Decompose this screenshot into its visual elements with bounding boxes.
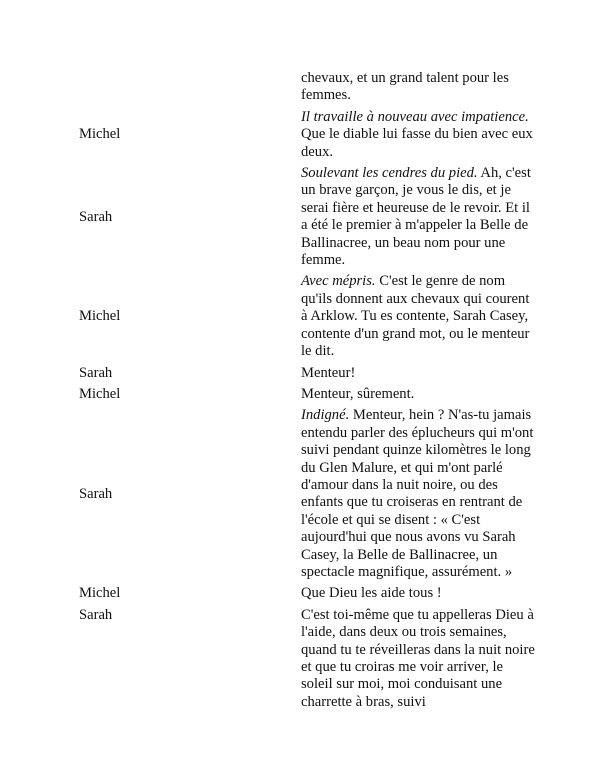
speaker-name: Michel bbox=[79, 308, 121, 325]
dialogue-line: Menteur, hein ? N'as-tu jamais entendu parler des éplucheurs qui m'ont suivi pendant quinze kilomètres le long du Glen Malure, et qui m'ont parlé d'amour dans la nuit noire, ou des enfants que tu croiseras en rentrant de l'école et qui se disent : « C'est aujourd'hui que nous avons vu Sarah Casey, la Belle de Ballinacree, un spectacle magnifique, assurément. » bbox=[301, 407, 534, 580]
speaker-name: Michel bbox=[79, 585, 121, 602]
dialogue-text bbox=[301, 407, 537, 581]
dialogue-line: Ah, c'est un brave garçon, je vous le dis, et je serai fière et heureuse de le revoir. Et il a été le premier à m'appeler la Belle de Ballinacree, un beau nom pour une femme. bbox=[301, 165, 531, 269]
dialogue-line: Que Dieu les aide tous ! bbox=[301, 585, 442, 602]
stage-direction: Il travaille à nouveau avec impatience. bbox=[301, 108, 529, 125]
dialogue-row bbox=[0, 273, 600, 360]
stage-direction: Soulevant les cendres du pied. bbox=[301, 165, 478, 182]
speaker-name: Sarah bbox=[79, 485, 113, 502]
dialogue-text bbox=[301, 165, 537, 269]
dialogue-row bbox=[0, 585, 600, 602]
speaker-name: Michel bbox=[79, 385, 121, 402]
dialogue-text bbox=[301, 109, 537, 161]
dialogue-text bbox=[301, 273, 537, 360]
dialogue-text bbox=[301, 70, 537, 105]
dialogue-text bbox=[301, 607, 537, 711]
dialogue-text bbox=[301, 365, 537, 382]
dialogue-row bbox=[0, 165, 600, 269]
speaker-name: Sarah bbox=[79, 208, 113, 225]
dialogue-line: Menteur! bbox=[301, 364, 356, 381]
stage-direction: Indigné. bbox=[301, 407, 350, 424]
dialogue-line: Menteur, sûrement. bbox=[301, 385, 415, 402]
speaker-name: Michel bbox=[79, 126, 121, 143]
dialogue-row bbox=[0, 70, 600, 105]
dialogue-row bbox=[0, 109, 600, 161]
stage-direction: Avec mépris. bbox=[301, 273, 376, 290]
speaker-name: Sarah bbox=[79, 606, 113, 623]
play-script bbox=[0, 70, 600, 715]
dialogue-text bbox=[301, 386, 537, 403]
dialogue-text bbox=[301, 585, 537, 602]
dialogue-line: C'est toi-même que tu appelleras Dieu à l'aide, dans deux ou trois semaines, quand tu te réveilleras dans la nuit noire et que tu croiras me voir arriver, le soleil sur moi, moi conduisant une charrette à bras, suivi bbox=[301, 606, 535, 710]
dialogue-row bbox=[0, 365, 600, 382]
dialogue-line: Que le diable lui fasse du bien avec eux deux. bbox=[301, 126, 533, 160]
speaker-name: Sarah bbox=[79, 364, 113, 381]
dialogue-line: chevaux, et un grand talent pour les femmes. bbox=[301, 70, 509, 104]
dialogue-row bbox=[0, 407, 600, 581]
dialogue-row bbox=[0, 607, 600, 711]
dialogue-line: C'est le genre de nom qu'ils donnent aux chevaux qui courent à Arklow. Tu es contente, Sarah Casey, contente d'un grand mot, ou le menteur le dit. bbox=[301, 273, 530, 360]
dialogue-row bbox=[0, 386, 600, 403]
